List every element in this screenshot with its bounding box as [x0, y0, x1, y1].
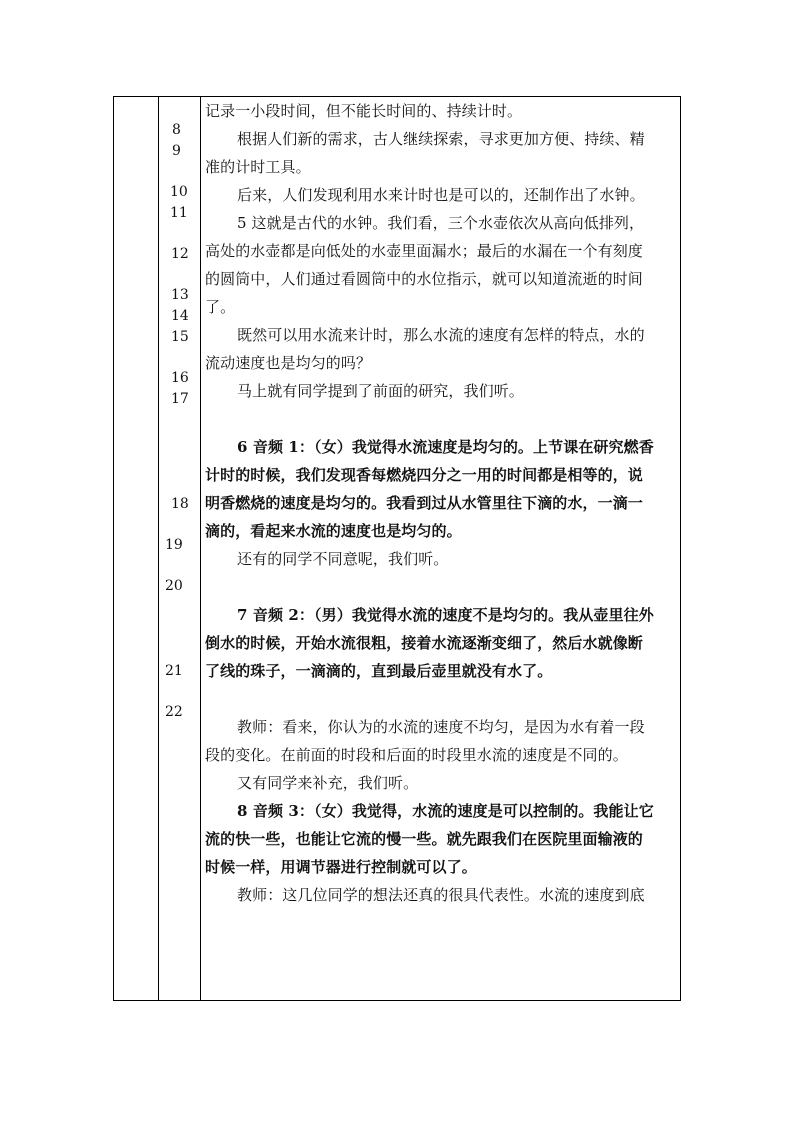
column-divider-right	[200, 97, 201, 1000]
text-line: 7 音频 2：（男）我觉得水流的速度不是均匀的。我从壶里往外	[237, 606, 654, 624]
text-line: 滴的，看起来水流的速度也是均匀的。	[205, 522, 462, 540]
text-line: 明香燃烧的速度是均匀的。我看到过从水管里往下滴的水，一滴一	[205, 494, 643, 512]
text-line: 8 音频 3：（女）我觉得，水流的速度是可以控制的。我能让它	[237, 802, 654, 820]
text-line: 了。	[205, 298, 236, 316]
blank-line	[205, 405, 677, 433]
line-number: 18	[171, 496, 189, 512]
text-line: 既然可以用水流来计时，那么水流的速度有怎样的特点，水的	[237, 326, 645, 344]
line-number: 12	[171, 246, 189, 262]
text-line: 的圆筒中，人们通过看圆筒中的水位指示，就可以知道流逝的时间	[205, 270, 643, 288]
text-line: 计时的时候，我们发现香每燃烧四分之一用的时间都是相等的，说	[205, 466, 643, 484]
text-line: 后来，人们发现利用水来计时也是可以的，还制作出了水钟。	[237, 186, 645, 204]
text-line: 了线的珠子，一滴滴的，直到最后壶里就没有水了。	[205, 662, 553, 680]
line-number: 13	[171, 287, 189, 303]
column-divider-left	[158, 97, 159, 1000]
line-number: 22	[165, 704, 183, 720]
text-line: 准的计时工具。	[205, 158, 311, 176]
line-number: 21	[165, 663, 183, 679]
text-line: 马上就有同学提到了前面的研究，我们听。	[237, 382, 524, 400]
line-number: 20	[165, 578, 183, 594]
line-number: 10	[170, 184, 188, 200]
text-line: 流的快一些，也能让它流的慢一些。就先跟我们在医院里面输液的	[205, 830, 643, 848]
blank-line	[205, 573, 677, 601]
line-number: 15	[171, 329, 189, 345]
blank-line	[205, 685, 677, 713]
text-line: 倒水的时候，开始水流很粗，接着水流逐渐变细了，然后水就像断	[205, 634, 643, 652]
line-number: 9	[172, 143, 181, 159]
text-line: 教师：看来，你认为的水流的速度不均匀，是因为水有着一段	[237, 718, 645, 736]
text-line: 时候一样，用调节器进行控制就可以了。	[205, 858, 477, 876]
line-number: 14	[171, 308, 189, 324]
text-line: 流动速度也是均匀的吗？	[205, 354, 372, 372]
text-line: 段的变化。在前面的时段和后面的时段里水流的速度是不同的。	[205, 746, 628, 764]
text-line: 5 这就是古代的水钟。我们看，三个水壶依次从高向低排列，	[237, 214, 645, 232]
line-number: 17	[171, 391, 189, 407]
text-line: 又有同学来补充，我们听。	[237, 774, 419, 792]
text-line: 6 音频 1：（女）我觉得水流速度是均匀的。上节课在研究燃香	[237, 438, 654, 456]
text-line: 高处的水壶都是向低处的水壶里面漏水；最后的水漏在一个有刻度	[205, 242, 643, 260]
text-line: 还有的同学不同意呢，我们听。	[237, 550, 449, 568]
line-number: 16	[171, 370, 189, 386]
lesson-text	[205, 97, 677, 909]
text-line: 根据人们新的需求，古人继续探索，寻求更加方便、持续、精	[237, 130, 645, 148]
text-line: 记录一小段时间，但不能长时间的、持续计时。	[205, 102, 523, 120]
line-number: 8	[172, 122, 181, 138]
text-line: 教师：这几位同学的想法还真的很具代表性。水流的速度到底	[237, 886, 645, 904]
line-number: 11	[170, 205, 188, 221]
line-number: 19	[165, 537, 183, 553]
